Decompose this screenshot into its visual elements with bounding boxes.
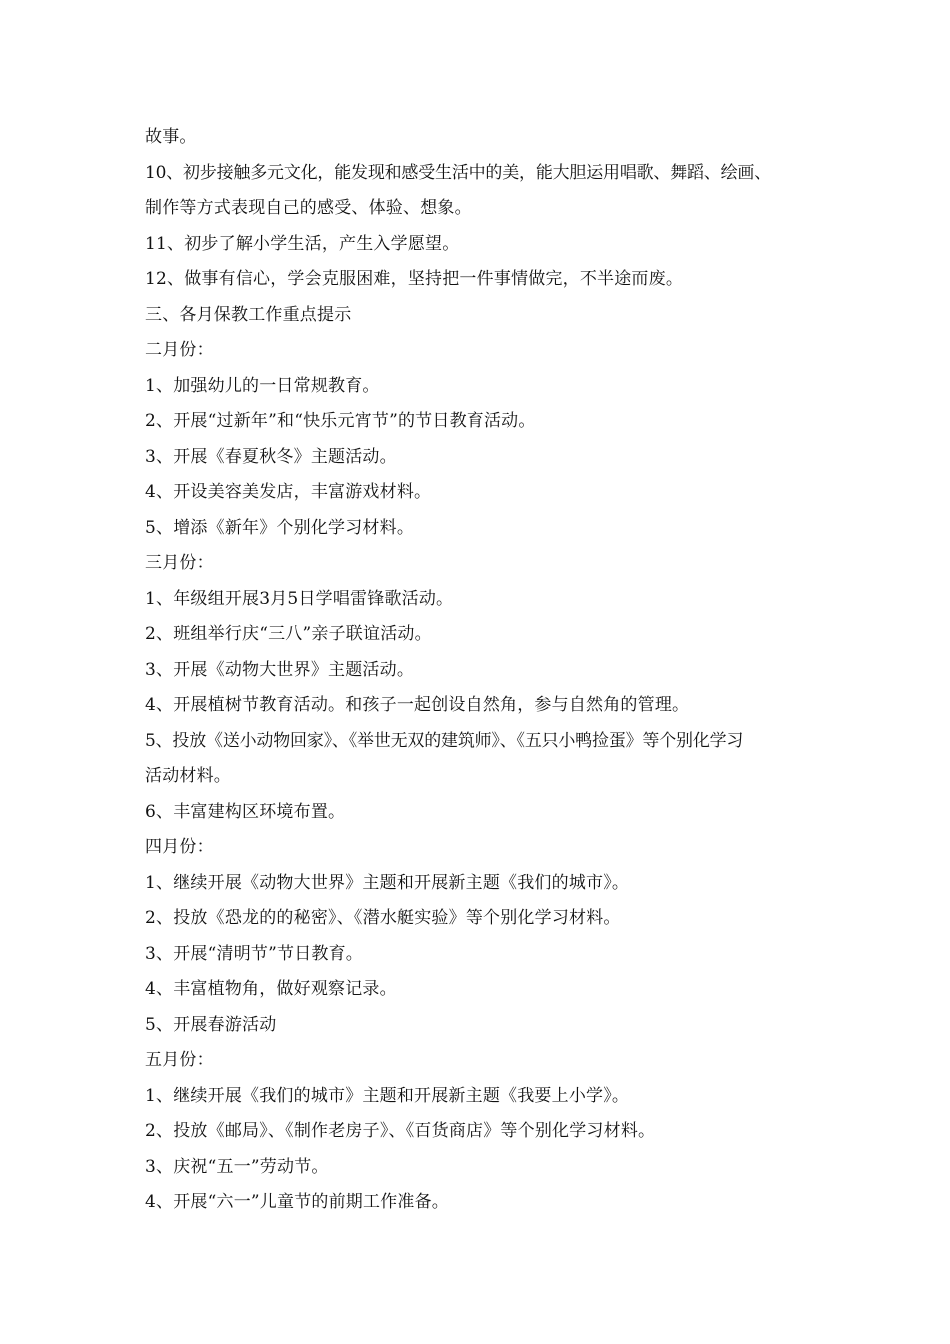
text-line: 故事。 bbox=[145, 127, 197, 147]
list-item: 1、继续开展《动物大世界》主题和开展新主题《我们的城市》。 bbox=[145, 872, 630, 893]
month-heading: 五月份： bbox=[145, 1050, 214, 1070]
month-heading: 三月份： bbox=[145, 553, 214, 573]
text-line: 12、做事有信心，学会克服困难，坚持把一件事情做完，不半途而废。 bbox=[145, 269, 684, 289]
list-item: 5、增添《新年》个别化学习材料。 bbox=[145, 517, 415, 538]
section-heading: 三、各月保教工作重点提示 bbox=[145, 304, 352, 325]
list-item: 2、投放《邮局》、《制作老房子》、《百货商店》等个别化学习材料。 bbox=[145, 1121, 656, 1141]
list-item: 1、加强幼儿的一日常规教育。 bbox=[145, 375, 380, 396]
month-heading: 二月份： bbox=[145, 340, 214, 360]
list-item: 1、年级组开展3月5日学唱雷锋歌活动。 bbox=[145, 588, 454, 609]
list-item: 3、庆祝“五一”劳动节。 bbox=[145, 1156, 329, 1177]
list-item-continuation: 活动材料。 bbox=[145, 766, 231, 786]
list-item: 2、开展“过新年”和“快乐元宵节”的节日教育活动。 bbox=[145, 411, 536, 431]
list-item: 4、开展植树节教育活动。和孩子一起创设自然角，参与自然角的管理。 bbox=[145, 695, 690, 715]
document-body bbox=[145, 120, 825, 1221]
list-item: 3、开展《春夏秋冬》主题活动。 bbox=[145, 446, 397, 467]
text-line: 10、初步接触多元文化，能发现和感受生活中的美，能大胆运用唱歌、舞蹈、绘画、 bbox=[145, 162, 772, 183]
list-item: 5、开展春游活动 bbox=[145, 1014, 277, 1035]
list-item: 6、丰富建构区环境布置。 bbox=[145, 801, 346, 822]
list-item: 4、丰富植物角，做好观察记录。 bbox=[145, 979, 397, 999]
list-item: 5、投放《送小动物回家》、《举世无双的建筑师》、《五只小鸭捡蛋》等个别化学习 bbox=[145, 730, 744, 751]
text-line: 制作等方式表现自己的感受、体验、想象。 bbox=[145, 198, 472, 218]
list-item: 3、开展《动物大世界》主题活动。 bbox=[145, 659, 415, 680]
list-item: 2、投放《恐龙的的秘密》、《潜水艇实验》等个别化学习材料。 bbox=[145, 908, 621, 928]
list-item: 1、继续开展《我们的城市》主题和开展新主题《我要上小学》。 bbox=[145, 1085, 630, 1106]
month-heading: 四月份： bbox=[145, 837, 214, 857]
text-line: 11、初步了解小学生活，产生入学愿望。 bbox=[145, 233, 460, 254]
list-item: 2、班组举行庆“三八”亲子联谊活动。 bbox=[145, 624, 432, 644]
list-item: 4、开展“六一”儿童节的前期工作准备。 bbox=[145, 1192, 449, 1212]
list-item: 4、开设美容美发店，丰富游戏材料。 bbox=[145, 482, 432, 502]
list-item: 3、开展“清明节”节日教育。 bbox=[145, 943, 363, 964]
